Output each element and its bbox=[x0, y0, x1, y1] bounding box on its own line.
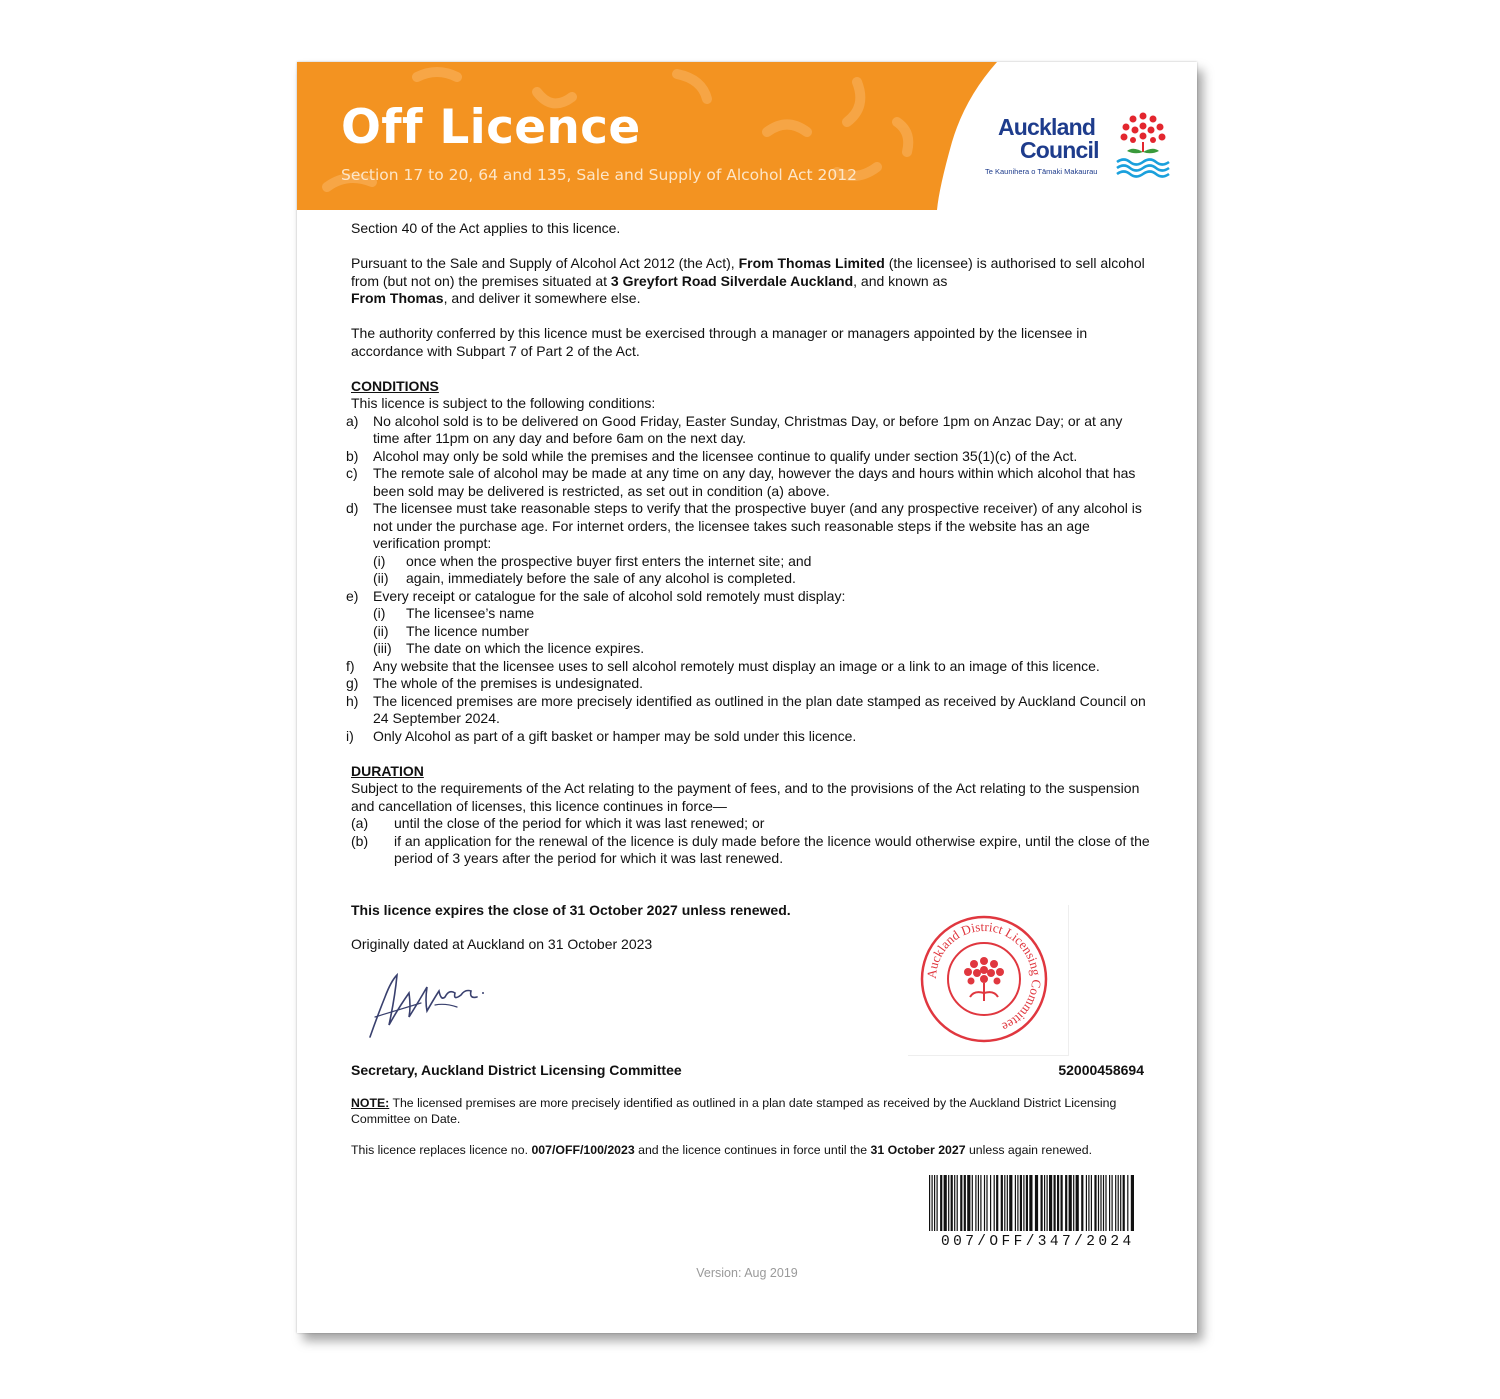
barcode-bar bbox=[1007, 1175, 1008, 1231]
note-label: NOTE: bbox=[351, 1096, 390, 1110]
condition-f: f) Any website that the licensee uses to sell alcohol remotely must display an image or a link to an image of this licence. bbox=[346, 657, 1100, 674]
section40-text: Section 40 of the Act applies to this licence. bbox=[351, 220, 621, 236]
barcode-bar bbox=[954, 1175, 955, 1231]
pohutukawa-flower-icon bbox=[1113, 108, 1173, 180]
condition-d-ii: (ii) again, immediately before the sale of any alcohol is completed. bbox=[373, 570, 796, 586]
premises-address: 3 Greyfort Road Silverdale Auckland bbox=[610, 272, 854, 289]
barcode-bar bbox=[1103, 1175, 1104, 1231]
barcode-bar bbox=[1091, 1175, 1092, 1231]
barcode-bar bbox=[948, 1175, 949, 1231]
barcode-bar bbox=[1001, 1175, 1003, 1231]
barcode-bar bbox=[1131, 1175, 1134, 1231]
expiry-statement: This licence expires the close of 31 October 2027 unless renewed. bbox=[351, 902, 791, 918]
page-subtitle: Section 17 to 20, 64 and 135, Sale and Supply of Alcohol Act 2012 bbox=[341, 166, 857, 184]
pursuant-paragraph: Pursuant to the Sale and Supply of Alcohol Act 2012 (the Act), From Thomas Limited (the licensee) is authorised to sell alcohol from (but not on) the premises situated at 3 Greyfort Road Silverdale Auckland, and known as From Thomas, and deliver it somewhere else. bbox=[351, 255, 1145, 306]
barcode-bar bbox=[994, 1175, 995, 1231]
known-as: From Thomas bbox=[351, 290, 444, 306]
barcode-bar bbox=[1004, 1175, 1005, 1231]
licensee-name: From Thomas Limited bbox=[738, 255, 885, 271]
barcode-bar bbox=[1100, 1175, 1101, 1231]
conditions-heading: CONDITIONS bbox=[351, 377, 439, 394]
barcode-bar bbox=[967, 1175, 970, 1231]
document-number: 52000458694 bbox=[1058, 1062, 1144, 1078]
condition-d-i: (i) once when the prospective buyer first enters the internet site; and bbox=[373, 552, 812, 569]
barcode-bar bbox=[1044, 1175, 1045, 1231]
barcode-bar bbox=[1023, 1175, 1024, 1231]
barcode-bar bbox=[934, 1175, 935, 1231]
condition-g: g) The whole of the premises is undesignated. bbox=[346, 675, 644, 691]
logo-line2: Council bbox=[1020, 137, 1099, 163]
condition-e-iii: (iii) The date on which the licence expires. bbox=[373, 640, 645, 656]
old-licence-number: 007/OFF/100/2023 bbox=[531, 1143, 635, 1157]
condition-a: a) No alcohol sold is to be delivered on Good Friday, Easter Sunday, Christmas Day, or before 1pm on Anzac Day; or at any time after 11pm on any day and before 6am on the next day. bbox=[346, 412, 1123, 446]
barcode-bar bbox=[1020, 1175, 1022, 1231]
barcode-bar bbox=[1057, 1175, 1059, 1231]
condition-i: i) Only Alcohol as part of a gift basket or hamper may be sold under this licence. bbox=[346, 727, 857, 744]
page-title: Off Licence bbox=[341, 100, 641, 155]
condition-b: b) Alcohol may only be sold while the premises and the licensee continue to qualify under section 35(1)(c) of the Act. bbox=[346, 447, 1078, 464]
barcode-bar bbox=[1094, 1175, 1096, 1231]
licence-page bbox=[297, 62, 1197, 1333]
logo-tagline: Te Kaunihera o Tāmaki Makaurau bbox=[985, 167, 1098, 176]
licence-body bbox=[346, 220, 1151, 868]
barcode-bar bbox=[944, 1175, 947, 1231]
condition-h: h) The licenced premises are more precisely identified as outlined in the plan date stamped as received by Auckland Council on 24 September 2024. bbox=[346, 692, 1146, 726]
barcode-bar bbox=[1127, 1175, 1128, 1231]
continues-until-date: 31 October 2027 bbox=[870, 1143, 966, 1157]
barcode-image bbox=[927, 1175, 1137, 1235]
duration-b: (b) if an application for the renewal of the licence is duly made before the licence would otherwise expire, until the close of the period of 3 years after the period for which it was last renewed. bbox=[351, 832, 1150, 866]
signature-image bbox=[365, 967, 495, 1042]
barcode-bar bbox=[1105, 1175, 1106, 1231]
barcode-bar bbox=[932, 1175, 933, 1231]
barcode-bar bbox=[1054, 1175, 1056, 1231]
barcode-bar bbox=[1035, 1175, 1038, 1231]
replaces-paragraph: This licence replaces licence no. 007/OFF/100/2023 and the licence continues in force until the 31 October 2027 unless again renewed. bbox=[351, 1143, 1093, 1157]
auckland-council-logo bbox=[985, 106, 1177, 186]
barcode-bar bbox=[1109, 1175, 1110, 1231]
barcode-bar bbox=[1041, 1175, 1043, 1231]
barcode-bar bbox=[1026, 1175, 1028, 1231]
barcode-bar bbox=[1086, 1175, 1087, 1231]
barcode-bar bbox=[937, 1175, 938, 1231]
barcode-bar bbox=[1088, 1175, 1089, 1231]
barcode-bar bbox=[1115, 1175, 1116, 1231]
barcode-bar bbox=[978, 1175, 979, 1231]
dated-statement: Originally dated at Auckland on 31 October 2023 bbox=[351, 936, 653, 952]
seal-stamp-image bbox=[914, 909, 1054, 1049]
conditions-intro: This licence is subject to the following conditions: bbox=[351, 395, 656, 411]
barcode-bar bbox=[1098, 1175, 1099, 1231]
version-label: Version: Aug 2019 bbox=[696, 1266, 798, 1280]
barcode-bar bbox=[972, 1175, 973, 1231]
barcode-bar bbox=[1118, 1175, 1119, 1231]
condition-e-i: (i) The licensee’s name bbox=[373, 605, 535, 621]
logo-line1: Auckland bbox=[998, 114, 1096, 140]
svg-text:Auckland District Licensing Co: Auckland District Licensing Committee bbox=[923, 918, 1045, 1035]
authority-paragraph: The authority conferred by this licence must be exercised through a manager or managers appointed by the licensee in accordance with Subpart 7 of Part 2 of the Act. bbox=[351, 325, 1088, 359]
barcode-bar bbox=[957, 1175, 958, 1231]
barcode-bar bbox=[1112, 1175, 1113, 1231]
barcode-bar bbox=[975, 1175, 976, 1231]
barcode-bar bbox=[929, 1175, 930, 1231]
condition-e: e) Every receipt or catalogue for the sale of alcohol sold remotely must display: bbox=[346, 587, 846, 604]
note-paragraph: NOTE: The licensed premises are more precisely identified as outlined in a plan date stamped as received by the Auckland District Licensing Committee on Date. bbox=[351, 1096, 1117, 1126]
barcode-bar bbox=[1065, 1175, 1067, 1231]
barcode-bar bbox=[984, 1175, 985, 1231]
barcode-bar bbox=[951, 1175, 953, 1231]
barcode-bar bbox=[1061, 1175, 1063, 1231]
barcode-bar bbox=[1076, 1175, 1079, 1231]
duration-a: (a) until the close of the period for which it was last renewed; or bbox=[351, 815, 765, 831]
barcode-bar bbox=[1123, 1175, 1125, 1231]
barcode-bar bbox=[1017, 1175, 1018, 1231]
header-banner bbox=[297, 62, 997, 210]
barcode-bar bbox=[990, 1175, 991, 1231]
condition-d: d) The licensee must take reasonable steps to verify that the prospective buyer (and any prospective receiver) of any alcohol is not under the purchase age. For internet orders, the licensee takes such reasonable steps if the website has an age verification prompt: bbox=[346, 500, 1142, 551]
barcode-bar bbox=[1009, 1175, 1012, 1231]
condition-e-ii: (ii) The licence number bbox=[373, 622, 529, 639]
barcode-bar bbox=[964, 1175, 966, 1231]
condition-c: c) The remote sale of alcohol may be made at any time on any day, however the days and hours within which alcohol that has been sold may be delivered is restricted, as set out in condition (a) above. bbox=[346, 465, 1136, 499]
barcode-bar bbox=[1081, 1175, 1083, 1231]
barcode-bar bbox=[1049, 1175, 1052, 1231]
barcode-bar bbox=[980, 1175, 981, 1231]
licensing-committee-seal bbox=[908, 905, 1069, 1056]
barcode-bar bbox=[1073, 1175, 1074, 1231]
barcode-bar bbox=[996, 1175, 998, 1231]
barcode-bar bbox=[986, 1175, 987, 1231]
barcode-bar bbox=[1069, 1175, 1072, 1231]
barcode-bar bbox=[1029, 1175, 1032, 1231]
barcode-bar bbox=[940, 1175, 942, 1231]
barcode-bar bbox=[1047, 1175, 1048, 1231]
barcode-bar bbox=[960, 1175, 962, 1231]
duration-heading: DURATION bbox=[351, 762, 424, 779]
barcode-bar bbox=[1120, 1175, 1121, 1231]
signatory-title: Secretary, Auckland District Licensing Committee bbox=[351, 1062, 682, 1078]
barcode-number: 007/OFF/347/2024 bbox=[941, 1234, 1135, 1250]
duration-intro: Subject to the requirements of the Act relating to the payment of fees, and to the provisions of the Act relating to the suspension and cancellation of licenses, this licence continues in force— bbox=[351, 780, 1140, 814]
barcode-bar bbox=[1015, 1175, 1016, 1231]
